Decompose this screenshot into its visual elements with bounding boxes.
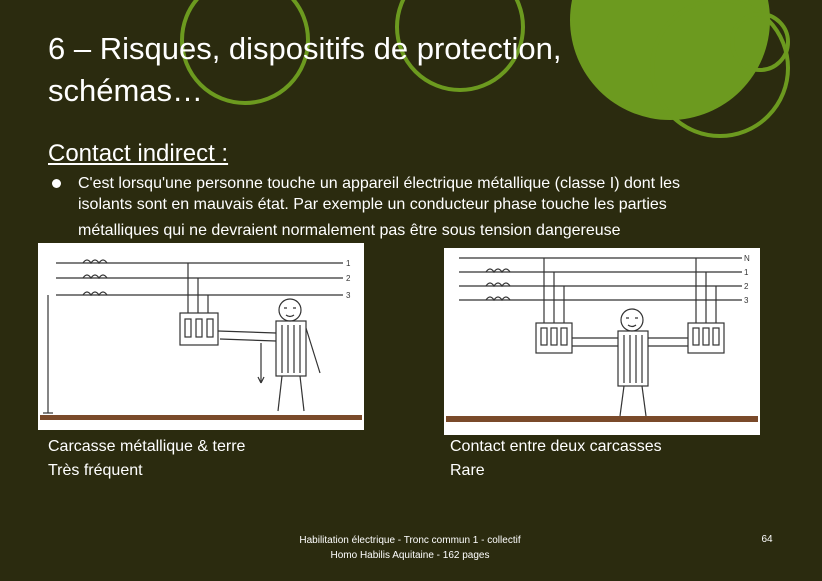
- figure1-line-label-2: 2: [346, 274, 351, 283]
- footer-line1: Habilitation électrique - Tronc commun 1 - collectif: [299, 535, 521, 546]
- figure2-caption-line2: Rare: [450, 462, 485, 479]
- figure1-line-label-1: 1: [346, 259, 351, 268]
- figure2-caption: [450, 435, 662, 483]
- figure2-line-label-n: N: [744, 254, 750, 263]
- slide-title-line2: schémas…: [48, 73, 204, 108]
- bullet-line2: isolants sont en mauvais état. Par exemple un conducteur phase touche les parties: [78, 196, 667, 213]
- figure2-caption-line1: Contact entre deux carcasses: [450, 438, 662, 455]
- diagram-contact-two-housings: [444, 248, 760, 435]
- figure-contact-earth: [38, 243, 364, 430]
- figure1-caption-line1: Carcasse métallique & terre: [48, 438, 246, 455]
- figure1-caption: [48, 435, 245, 483]
- figure1-line-label-3: 3: [346, 291, 351, 300]
- slide-footer: [250, 533, 570, 563]
- slide-title-line1: 6 – Risques, dispositifs de protection,: [48, 31, 562, 66]
- bullet-icon: [52, 179, 61, 188]
- diagram-contact-earth: [38, 243, 364, 430]
- figure1-caption-line2: Très fréquent: [48, 462, 143, 479]
- figure-contact-two-housings: [444, 248, 760, 435]
- page-number: 64: [761, 534, 773, 545]
- bullet-text-continued: métalliques qui ne devraient normalement pas être sous tension dangereuse: [78, 222, 621, 239]
- bullet-line1: C'est lorsqu'une personne touche un appareil électrique métallique (classe I) dont les: [78, 175, 681, 192]
- footer-line2: Homo Habilis Aquitaine - 162 pages: [330, 550, 490, 561]
- section-subtitle: Contact indirect :: [48, 140, 229, 167]
- figure2-line-label-1: 1: [744, 268, 749, 277]
- slide-title: [48, 28, 748, 112]
- bullet-text: [78, 173, 778, 215]
- figure2-line-label-3: 3: [744, 296, 749, 305]
- figure2-line-label-2: 2: [744, 282, 749, 291]
